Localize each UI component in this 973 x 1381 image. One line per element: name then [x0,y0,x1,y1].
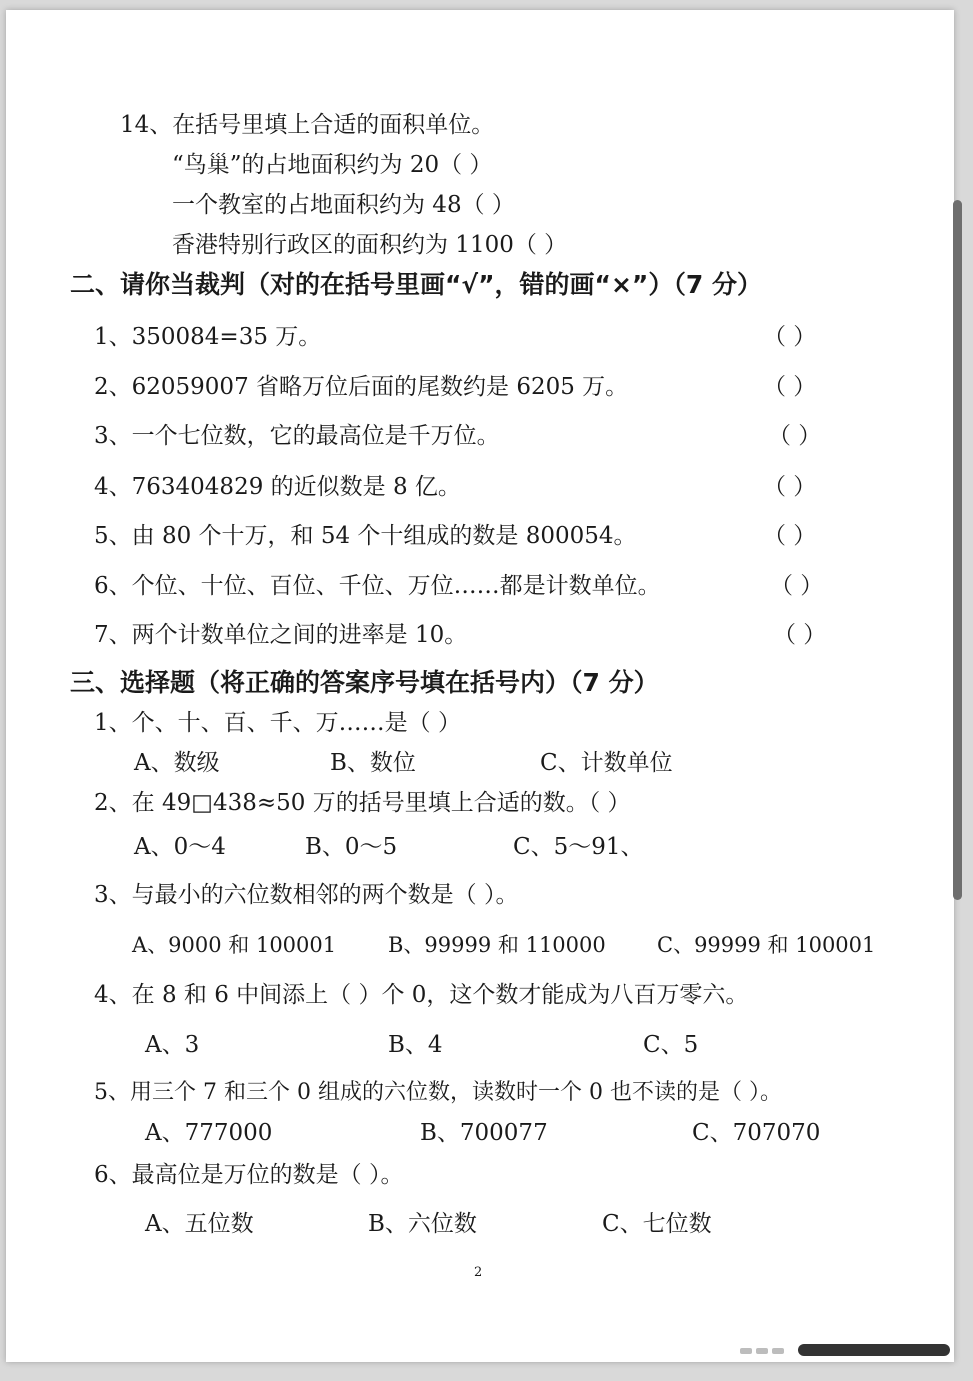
judge-answer-1[interactable]: （ ） [763,324,817,350]
choice-5-option-a[interactable]: A、777000 [145,1120,273,1146]
judge-answer-7[interactable]: （ ） [773,622,827,648]
choice-2-option-c[interactable]: C、5～91、 [513,834,644,860]
choice-question-4: 4、在 8 和 6 中间添上（ ）个 0，这个数才能成为八百万零六。 [94,982,749,1008]
judge-item-2: 2、62059007 省略万位后面的尾数约是 6205 万。 [94,374,629,400]
vertical-scrollbar[interactable] [953,200,962,900]
choice-6-option-c[interactable]: C、七位数 [602,1211,712,1237]
section3-heading: 三、选择题（将正确的答案序号填在括号内）（7 分） [70,668,659,697]
choice-6-option-a[interactable]: A、五位数 [145,1211,254,1237]
judge-item-4: 4、763404829 的近似数是 8 亿。 [94,474,461,500]
judge-item-6: 6、个位、十位、百位、千位、万位……都是计数单位。 [94,573,661,599]
q14-line-2: 一个教室的占地面积约为 48（ ） [172,192,515,218]
choice-2-option-a[interactable]: A、0～4 [134,834,226,860]
choice-question-5: 5、用三个 7 和三个 0 组成的六位数，读数时一个 0 也不读的是（ ）。 [94,1080,782,1105]
choice-3-option-a[interactable]: A、9000 和 100001 [132,933,337,957]
judge-answer-5[interactable]: （ ） [763,523,817,549]
choice-4-option-a[interactable]: A、3 [145,1032,200,1058]
choice-1-option-c[interactable]: C、计数单位 [540,750,673,776]
choice-5-option-c[interactable]: C、707070 [692,1120,821,1146]
q14-line-3: 香港特别行政区的面积约为 1100（ ） [172,232,568,258]
q14-title: 14、在括号里填上合适的面积单位。 [120,112,495,138]
judge-answer-2[interactable]: （ ） [763,374,817,400]
choice-3-option-b[interactable]: B、99999 和 110000 [388,933,606,957]
choice-question-3: 3、与最小的六位数相邻的两个数是（ ）。 [94,882,519,908]
horizontal-scrollbar[interactable] [740,1342,950,1360]
choice-1-option-a[interactable]: A、数级 [134,750,220,776]
judge-answer-6[interactable]: （ ） [770,573,824,599]
judge-item-7: 7、两个计数单位之间的进率是 10。 [94,622,468,648]
choice-question-1: 1、个、十、百、千、万……是（ ） [94,710,461,736]
choice-1-option-b[interactable]: B、数位 [330,750,416,776]
judge-item-3: 3、一个七位数，它的最高位是千万位。 [94,423,500,449]
choice-question-2: 2、在 49□438≈50 万的括号里填上合适的数。（ ） [94,790,631,816]
section2-heading: 二、请你当裁判（对的在括号里画“√”，错的画“×”）（7 分） [70,270,762,299]
choice-2-option-b[interactable]: B、0～5 [305,834,398,860]
judge-item-5: 5、由 80 个十万，和 54 个十组成的数是 800054。 [94,523,637,549]
choice-5-option-b[interactable]: B、700077 [420,1120,548,1146]
choice-3-option-c[interactable]: C、99999 和 100001 [657,933,876,957]
choice-4-option-c[interactable]: C、5 [643,1032,699,1058]
judge-answer-3[interactable]: （ ） [768,423,822,449]
judge-item-1: 1、350084=35 万。 [94,324,322,350]
page-number: 2 [474,1265,483,1280]
q14-line-1: “鸟巢”的占地面积约为 20（ ） [172,152,493,178]
judge-answer-4[interactable]: （ ） [763,474,817,500]
choice-question-6: 6、最高位是万位的数是（ ）。 [94,1162,404,1188]
choice-6-option-b[interactable]: B、六位数 [368,1211,477,1237]
choice-4-option-b[interactable]: B、4 [388,1032,443,1058]
